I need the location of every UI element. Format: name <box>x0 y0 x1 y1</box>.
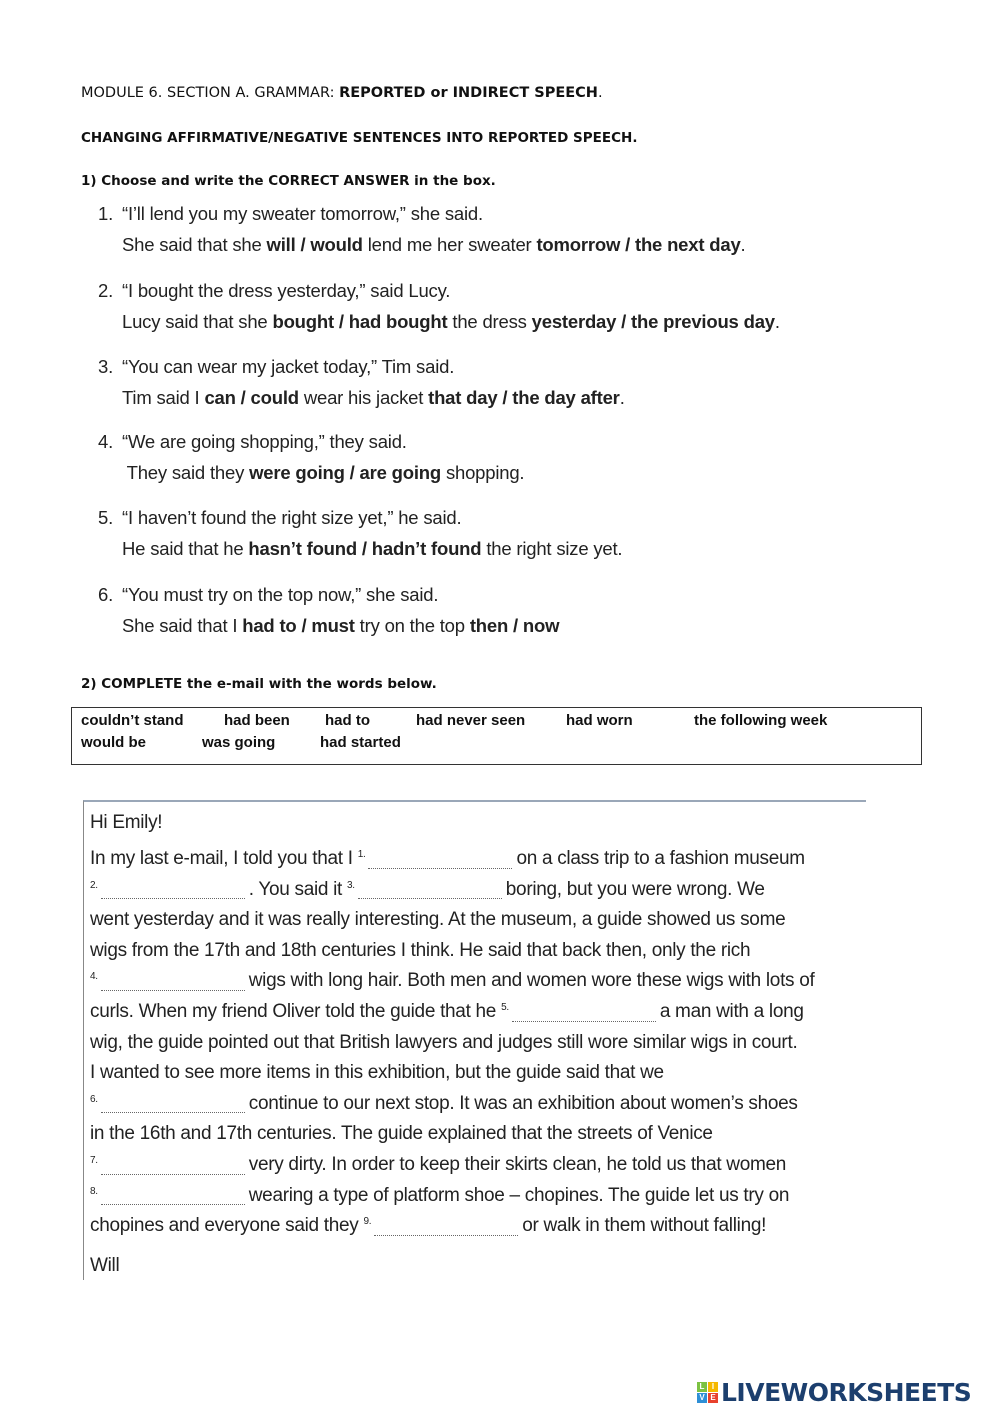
email-line <box>90 848 805 870</box>
answer-blank-input[interactable] <box>512 1005 656 1022</box>
answer-choice[interactable]: tomorrow / the next day <box>536 234 741 255</box>
email-text-segment: curls. When my friend Oliver told the guide that he <box>90 1001 502 1022</box>
blank-number: 3. <box>347 879 355 891</box>
email-line <box>90 879 765 901</box>
sentence-text: . <box>740 234 746 255</box>
word-bank-item: the following week <box>694 712 828 729</box>
answer-choice[interactable]: yesterday / the previous day <box>531 311 775 332</box>
blank-number: 4. <box>90 971 98 983</box>
sentence-text: the dress <box>447 311 532 332</box>
exercise-item <box>98 280 780 333</box>
email-text-segment: in the 16th and 17th centuries. The guide explained that the streets of Venice <box>90 1123 713 1145</box>
logo-tile: E <box>708 1393 718 1403</box>
reported-line <box>122 311 780 333</box>
direct-quote: “We are going shopping,” they said. <box>122 431 407 452</box>
item-number: 5. <box>98 507 114 528</box>
quote-line <box>98 584 559 606</box>
exercise-item <box>98 203 746 256</box>
page-title <box>81 85 603 101</box>
reported-line <box>122 462 524 484</box>
email-text-segment: I wanted to see more items in this exhibition, but the guide said that we <box>90 1062 664 1084</box>
blank-number: 1. <box>357 849 366 860</box>
email-text-segment: In my last e-mail, I told you that I <box>90 848 358 869</box>
email-text-segment: . You said it <box>248 878 348 900</box>
email-text-segment: chopines and everyone said they <box>90 1215 364 1237</box>
blank-number: 7. <box>90 1155 98 1166</box>
sentence-text: They said they <box>122 462 250 483</box>
email-greeting: Hi Emily! <box>90 812 163 833</box>
answer-choice[interactable]: will / would <box>266 234 363 255</box>
logo-tile: I <box>708 1382 718 1392</box>
direct-quote: “I haven’t found the right size yet,” he said. <box>122 507 462 528</box>
email-text-segment: continue to our next stop. It was an exhibition about women’s shoes <box>248 1092 798 1114</box>
sentence-text: He said that he <box>122 538 249 559</box>
email-line <box>90 1123 713 1145</box>
answer-blank-input[interactable] <box>368 852 512 869</box>
answer-blank-input[interactable] <box>101 882 245 899</box>
email-line <box>90 1093 798 1115</box>
direct-quote: “I’ll lend you my sweater tomorrow,” she said. <box>122 203 483 224</box>
word-bank-item: had to <box>325 712 370 729</box>
reported-line <box>122 538 622 560</box>
blank-number: 5. <box>501 1002 509 1013</box>
direct-quote: “I bought the dress yesterday,” said Lucy. <box>122 280 451 301</box>
sentence-text: try on the top <box>354 615 470 636</box>
logo-tile: L <box>697 1382 707 1392</box>
answer-blank-input[interactable] <box>101 1188 245 1205</box>
item-number: 2. <box>98 280 114 301</box>
email-line <box>90 1185 789 1207</box>
sentence-text: Lucy said that she <box>122 311 273 332</box>
email-text-segment: wig, the guide pointed out that British lawyers and judges still wore similar wigs in court. <box>90 1031 798 1053</box>
answer-choice[interactable]: hasn’t found / hadn’t found <box>248 538 482 559</box>
email-line <box>90 1062 664 1084</box>
sentence-text: She said that she <box>122 234 267 255</box>
blank-number: 8. <box>90 1185 98 1197</box>
logo-tile: V <box>697 1393 707 1403</box>
item-number: 6. <box>98 584 114 605</box>
item-number: 3. <box>98 356 114 377</box>
exercise-item <box>98 431 524 484</box>
direct-quote: “You must try on the top now,” she said. <box>122 584 439 605</box>
word-bank-item: had been <box>224 712 290 729</box>
email-text-segment: very dirty. In order to keep their skirts clean, he told us that women <box>248 1154 787 1175</box>
title-bold: REPORTED or INDIRECT SPEECH <box>339 85 598 101</box>
email-text-segment: wearing a type of platform shoe – chopines. The guide let us try on <box>248 1184 790 1206</box>
email-line <box>90 1001 804 1023</box>
answer-choice[interactable]: had to / must <box>242 615 355 636</box>
answer-choice[interactable]: then / now <box>469 615 560 636</box>
section2-instruction <box>81 676 437 692</box>
item-number: 1. <box>98 203 114 224</box>
email-line <box>90 909 785 931</box>
quote-line <box>98 280 780 302</box>
email-line <box>90 1215 766 1237</box>
word-bank-item: had worn <box>566 712 633 729</box>
liveworksheets-logo <box>697 1378 971 1407</box>
exercise-item <box>98 584 559 637</box>
reported-line <box>122 615 559 637</box>
logo-text: LIVEWORKSHEETS <box>721 1378 972 1407</box>
sentence-text: . <box>774 311 780 332</box>
word-bank-item: had started <box>320 734 401 751</box>
answer-blank-input[interactable] <box>101 1096 245 1113</box>
email-text-segment: wigs from the 17th and 18th centuries I think. He said that back then, only the rich <box>90 939 751 961</box>
answer-choice[interactable]: can / could <box>204 387 299 408</box>
answer-choice[interactable]: bought / had bought <box>272 311 448 332</box>
section1-instruction: 1) Choose and write the CORRECT ANSWER in the box. <box>81 173 496 189</box>
sentence-text: shopping. <box>441 462 525 483</box>
quote-line <box>98 356 625 378</box>
reported-line <box>122 234 746 256</box>
email-line <box>90 1032 797 1054</box>
email-text-segment: or walk in them without falling! <box>522 1215 767 1237</box>
answer-blank-input[interactable] <box>101 974 245 991</box>
answer-choice[interactable]: were going / are going <box>249 462 441 483</box>
email-text-segment: boring, but you were wrong. We <box>505 878 765 900</box>
sentence-text: wear his jacket <box>298 387 429 408</box>
sentence-text: She said that I <box>122 615 243 636</box>
word-bank-item: couldn’t stand <box>81 712 184 729</box>
title-prefix: MODULE 6. SECTION A. GRAMMAR: <box>81 85 340 101</box>
word-bank-item: would be <box>81 734 146 751</box>
sentence-text: . <box>619 387 625 408</box>
instruction-bold: 2) COMPLETE <box>81 676 183 692</box>
exercise-item <box>98 507 622 560</box>
email-signoff: Will <box>90 1255 120 1276</box>
title-end: . <box>597 85 603 101</box>
quote-line <box>98 203 746 225</box>
word-bank-item: had never seen <box>416 712 526 729</box>
quote-line <box>98 507 622 529</box>
subtitle: CHANGING AFFIRMATIVE/NEGATIVE SENTENCES INTO REPORTED SPEECH. <box>81 130 638 146</box>
exercise-item <box>98 356 625 409</box>
blank-number: 6. <box>90 1093 98 1105</box>
answer-blank-input[interactable] <box>358 882 502 899</box>
answer-blank-input[interactable] <box>374 1219 518 1236</box>
email-text-segment: on a class trip to a fashion museum <box>516 848 805 869</box>
instruction-rest: the e-mail with the words below. <box>182 676 437 692</box>
word-bank-item: was going <box>202 734 276 751</box>
email-text <box>83 800 866 1280</box>
email-text-segment: went yesterday and it was really interesting. At the museum, a guide showed us some <box>90 909 786 931</box>
word-bank <box>71 707 922 765</box>
email-line <box>90 970 814 992</box>
reported-line <box>122 387 625 409</box>
blank-number: 9. <box>363 1216 372 1228</box>
sentence-text: lend me her sweater <box>362 234 537 255</box>
logo-tiles-icon <box>697 1382 718 1403</box>
email-text-segment: a man with a long <box>659 1001 804 1022</box>
email-line <box>90 1154 786 1176</box>
quote-line <box>98 431 524 453</box>
item-number: 4. <box>98 431 114 452</box>
answer-choice[interactable]: that day / the day after <box>428 387 620 408</box>
email-line <box>90 940 750 962</box>
blank-number: 2. <box>90 879 98 891</box>
sentence-text: Tim said I <box>122 387 205 408</box>
email-text-segment: wigs with long hair. Both men and women wore these wigs with lots of <box>248 970 815 992</box>
direct-quote: “You can wear my jacket today,” Tim said. <box>122 356 455 377</box>
answer-blank-input[interactable] <box>101 1158 245 1175</box>
sentence-text: the right size yet. <box>481 538 623 559</box>
